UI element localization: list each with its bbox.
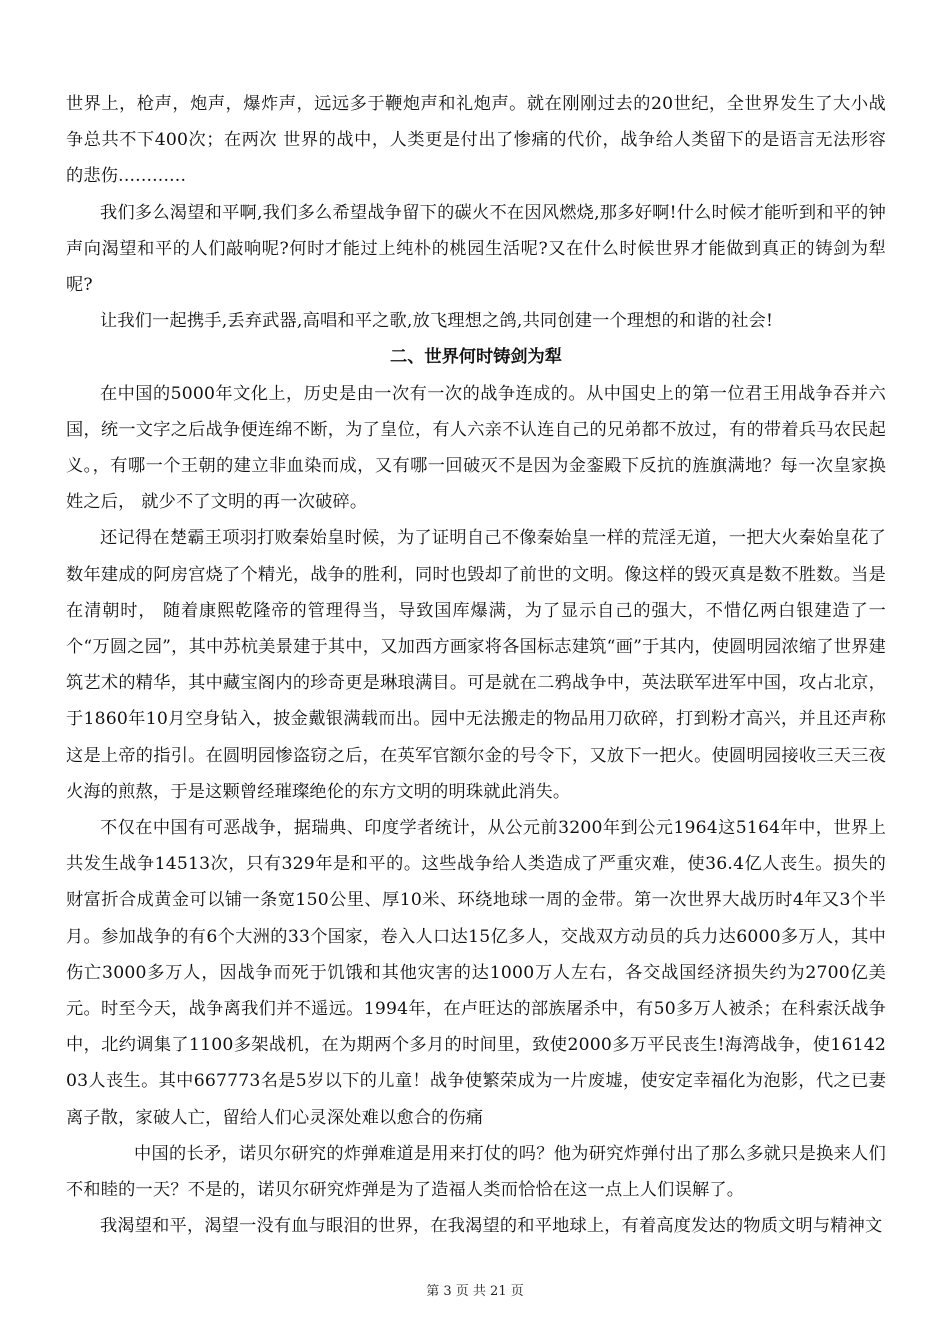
- paragraph-nobel: 中国的长矛，诺贝尔研究的炸弹难道是用来打仗的吗？他为研究炸弹付出了那么多就只是换来人们不和睦的一天？不是的，诺贝尔研究炸弹是为了造福人类而恰恰在这一点上人们误解了。: [66, 1143, 886, 1201]
- section-heading: 二、世界何时铸剑为犁: [390, 347, 562, 368]
- paragraph-longing-peace: 我们多么渴望和平啊,我们多么希望战争留下的碳火不在因风燃烧,那多好啊!什么时候才能听到和平的钟声向渴望和平的人们敲响呢?何时才能过上纯朴的桃园生活呢?又在什么时候世界才能做到真正的铸剑为犁呢?: [66, 202, 886, 296]
- paragraph-desire-peace: 我渴望和平，渴望一没有血与眼泪的世界，在我渴望的和平地球上，有着高度发达的物质文明与精神文: [100, 1216, 883, 1237]
- paragraph-war-statistics: 不仅在中国有可恶战争，据瑞典、印度学者统计，从公元前3200年到公元1964这5164年中，世界上共发生战争14513次，只有329年是和平的。这些战争给人类造成了严重灾难，使36.4亿人丧生。损失的财富折合成黄金可以铺一条宽150公里、厚10米、环绕地球一周的金带。第一次世界大战历时4年又3个半月。参加战争的有6个大洲的33个国家，卷入人口达15亿多人，交战双方动员的兵力达6000多万人，其中伤亡3000多万人，因战争而死于饥饿和其他灾害的达1000万人左右，各交战国经济损失约为2700亿美元。时至今天，战争离我们并不遥远。1994年，在卢旺达的部族屠杀中，有50多万人被杀；在科索沃战争中，北约调集了1100多架战机，在为期两个多月的时间里，致使2000多万平民丧生!海湾战争，使1614203人丧生。其中667773名是5岁以下的儿童！战争使繁荣成为一片废墟，使安定幸福化为泡影，代之已妻离子散，家破人亡，留给人们心灵深处难以愈合的伤痛: [66, 818, 886, 1128]
- paragraph-yuanmingyuan: 还记得在楚霸王项羽打败秦始皇时候，为了证明自己不像秦始皇一样的荒淫无道，一把大火秦始皇花了数年建成的阿房宫烧了个精光，战争的胜利，同时也毁却了前世的文明。像这样的毁灭真是数不胜数。当是在清朝时， 随着康熙乾隆帝的管理得当，导致国库爆满，为了显示自己的强大，不惜亿两白银建造了一个“万圆之园”，其中苏杭美景建于其中，又加西方画家将各国标志建筑“画”于其内，使圆明园浓缩了世界建筑艺术的精华，其中藏宝阁内的珍奇更是琳琅满目。可是就在二鸦战争中，英法联军进军中国，攻占北京，于1860年10月空身钻入，披金戴银满载而出。园中无法搬走的物品用刀砍碎，打到粉才高兴，并且还声称这是上帝的指引。在圆明园惨盗窃之后，在英军官额尔金的号令下，又放下一把火。使圆明园接收三天三夜火海的煎熬，于是这颗曾经璀璨绝伦的东方文明的明珠就此消失。: [66, 528, 886, 802]
- paragraph-war-sounds: 世界上，枪声，炮声，爆炸声，远远多于鞭炮声和礼炮声。就在刚刚过去的20世纪，全世界发生了大小战争总共不下400次；在两次 世界的战中，人类更是付出了惨痛的代价，战争给人类留下的是语言无法形容的悲伤............: [66, 94, 886, 187]
- document-body: [66, 86, 886, 1245]
- paragraph-chinese-history: 在中国的5000年文化上，历史是由一次有一次的战争连成的。从中国史上的第一位君王用战争吞并六国，统一文字之后战争便连绵不断，为了皇位，有人六亲不认连自己的兄弟都不放过，有的带着兵马农民起义。，有哪一个王朝的建立非血染而成，又有哪一回破灭不是因为金銮殿下反抗的旌旗满地？每一次皇家换姓之后， 就少不了文明的再一次破碎。: [66, 383, 886, 513]
- paragraph-call-to-action: 让我们一起携手,丢弃武器,高唱和平之歌,放飞理想之鸽,共同创建一个理想的和谐的社会!: [100, 311, 774, 332]
- page-number-footer: 第 3 页 共 21 页: [426, 1284, 524, 1299]
